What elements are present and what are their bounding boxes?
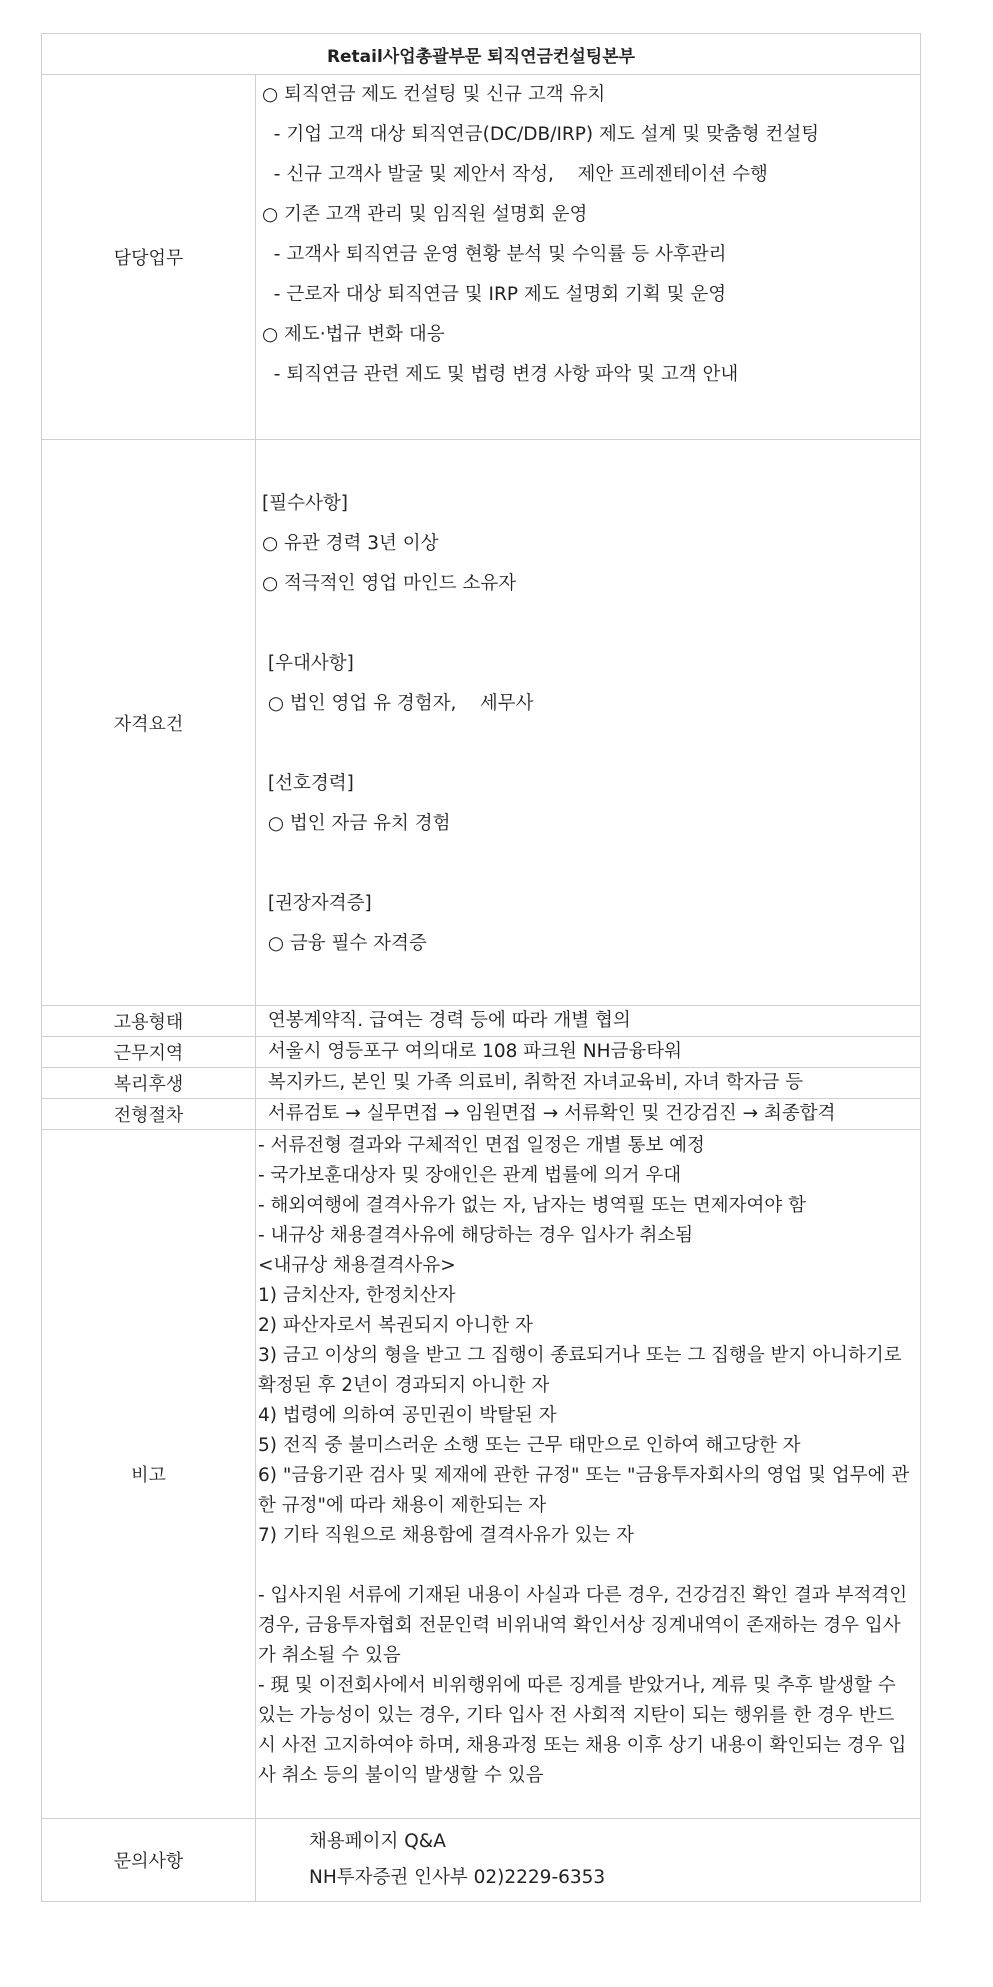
remarks-line: 7) 기타 직원으로 채용함에 결격사유가 있는 자 (258, 1525, 634, 1546)
required-item: ○ 적극적인 영업 마인드 소유자 (262, 573, 517, 594)
remarks-line: 3) 금고 이상의 형을 받고 그 집행이 종료되거나 또는 그 집행을 받지 아니하기로 확정된 후 2년이 경과되지 아니한 자 (258, 1345, 908, 1396)
benefits-value: 복지카드, 본인 및 가족 의료비, 취학전 자녀교육비, 자녀 학자금 등 (262, 1072, 804, 1093)
job-posting-table (41, 33, 921, 1902)
duties-line: ○ 제도·법규 변화 대응 (262, 324, 445, 345)
preferred-heading: [우대사항] (262, 653, 354, 674)
duties-line: - 신규 고객사 발굴 및 제안서 작성, 제안 프레젠테이션 수행 (262, 164, 768, 185)
experience-item: ○ 법인 자금 유치 경험 (262, 813, 451, 834)
benefits-row (42, 1068, 920, 1099)
employment-row (42, 1006, 920, 1037)
location-row (42, 1037, 920, 1068)
remarks-row (42, 1130, 920, 1819)
contact-qa: 채용페이지 Q&A (309, 1831, 446, 1852)
contact-content (256, 1819, 920, 1901)
benefits-label: 복리후생 (42, 1068, 256, 1098)
remarks-line: 4) 법령에 의하여 공민권이 박탈된 자 (258, 1405, 557, 1426)
process-row (42, 1099, 920, 1130)
remarks-line: - 내규상 채용결격사유에 해당하는 경우 입사가 취소됨 (258, 1225, 694, 1246)
location-value: 서울시 영등포구 여의대로 108 파크원 NH금융타워 (262, 1041, 683, 1062)
duties-row (42, 75, 920, 440)
posting-title: Retail사업총괄부문 퇴직연금컨설팅본부 (42, 34, 920, 75)
duties-line: ○ 기존 고객 관리 및 임직원 설명회 운영 (262, 204, 588, 225)
cert-heading: [권장자격증] (262, 893, 372, 914)
duties-line: ○ 퇴직연금 제도 컨설팅 및 신규 고객 유치 (262, 84, 606, 105)
duties-line: - 퇴직연금 관련 제도 및 법령 변경 사항 파악 및 고객 안내 (262, 364, 739, 385)
contact-phone: NH투자증권 인사부 02)2229-6353 (309, 1867, 606, 1888)
qualifications-row (42, 440, 920, 1006)
remarks-line: 6) "금융기관 검사 및 제재에 관한 규정" 또는 "금융투자회사의 영업 및 업무에 관한 규정"에 따라 채용이 제한되는 자 (258, 1465, 910, 1516)
contact-row (42, 1819, 920, 1901)
required-item: ○ 유관 경력 3년 이상 (262, 533, 439, 554)
duties-line: - 근로자 대상 퇴직연금 및 IRP 제도 설명회 기획 및 운영 (262, 284, 727, 305)
qualifications-label: 자격요건 (42, 440, 256, 1005)
remarks-line: 5) 전직 중 불미스러운 소행 또는 근무 태만으로 인하여 해고당한 자 (258, 1435, 801, 1456)
remarks-line: - 해외여행에 결격사유가 없는 자, 남자는 병역필 또는 면제자여야 함 (258, 1195, 807, 1216)
remarks-label: 비고 (42, 1130, 256, 1818)
preferred-item: ○ 법인 영업 유 경험자, 세무사 (262, 693, 534, 714)
cert-item: ○ 금융 필수 자격증 (262, 933, 427, 954)
remarks-line: - 입사지원 서류에 기재된 내용이 사실과 다른 경우, 건강검진 확인 결과 부적격인 경우, 금융투자협회 전문인력 비위내역 확인서상 징계내역이 존재하는 경우 입사가 취소될 수 있음 (258, 1585, 914, 1666)
process-label: 전형절차 (42, 1099, 256, 1129)
process-value: 서류검토 → 실무면접 → 임원면접 → 서류확인 및 건강검진 → 최종합격 (262, 1103, 836, 1124)
duties-content (256, 75, 920, 439)
remarks-line: <내규상 채용결격사유> (258, 1255, 456, 1276)
remarks-line: - 서류전형 결과와 구체적인 면접 일정은 개별 통보 예정 (258, 1135, 705, 1156)
required-heading: [필수사항] (262, 493, 348, 514)
remarks-line: - 現 및 이전회사에서 비위행위에 따른 징계를 받았거나, 계류 및 추후 발생할 수 있는 가능성이 있는 경우, 기타 입사 전 사회적 지탄이 되는 행위를 한 경우 반드시 사전 고지하여야 하며, 채용과정 또는 채용 이후 상기 내용이 확인되는 경우 입사 취소 등의 불이익 발생할 수 있음 (258, 1675, 907, 1786)
duties-line: - 기업 고객 대상 퇴직연금(DC/DB/IRP) 제도 설계 및 맞춤형 컨설팅 (262, 124, 820, 145)
employment-label: 고용형태 (42, 1006, 256, 1036)
contact-label: 문의사항 (42, 1819, 256, 1901)
remarks-line: 1) 금치산자, 한정치산자 (258, 1285, 456, 1306)
location-label: 근무지역 (42, 1037, 256, 1067)
remarks-line: - 국가보훈대상자 및 장애인은 관계 법률에 의거 우대 (258, 1165, 682, 1186)
duties-line: - 고객사 퇴직연금 운영 현황 분석 및 수익률 등 사후관리 (262, 244, 727, 265)
duties-label: 담당업무 (42, 75, 256, 439)
remarks-blank-line (258, 1551, 912, 1581)
employment-value: 연봉계약직. 급여는 경력 등에 따라 개별 협의 (262, 1010, 631, 1031)
remarks-line: 2) 파산자로서 복권되지 아니한 자 (258, 1315, 533, 1336)
qualifications-content (256, 440, 920, 1005)
experience-heading: [선호경력] (262, 773, 354, 794)
remarks-content (256, 1130, 920, 1818)
